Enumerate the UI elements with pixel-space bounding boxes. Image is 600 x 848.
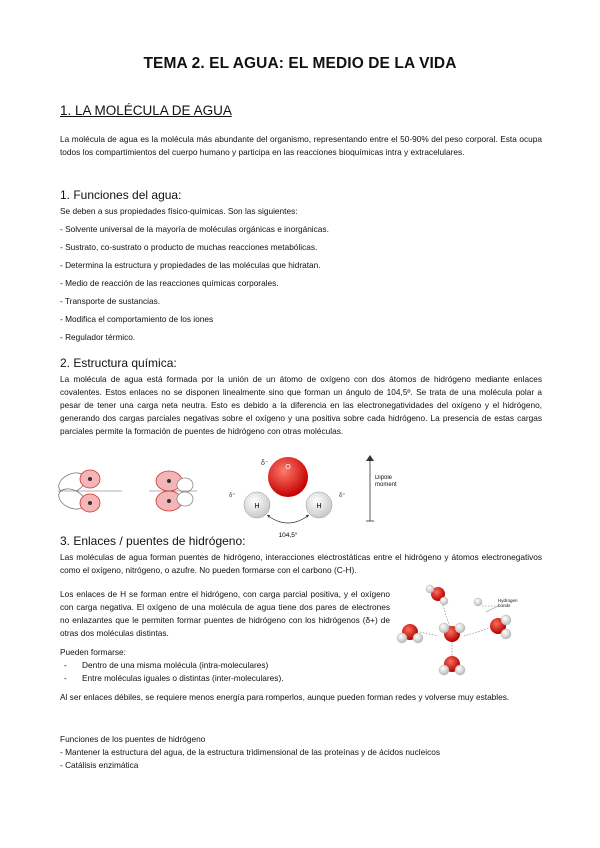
bond-angle-label: 104,5° bbox=[278, 532, 298, 539]
list-item: - Transporte de sustancias. bbox=[60, 296, 161, 306]
sublist-item: Entre moléculas iguales o distintas (inter-moleculares). bbox=[82, 673, 284, 683]
water-molecule-diagram bbox=[215, 445, 415, 545]
hydrogen-bond-network bbox=[390, 580, 530, 680]
funciones-heading: 1. Funciones del agua: bbox=[60, 188, 182, 202]
list-item: - Catálisis enzimática bbox=[60, 760, 139, 770]
estructura-paragraph: La molécula de agua está formada por la unión de un átomo de oxígeno con dos átomos de hidrógeno mediante enlaces covalentes. Estos enlaces no se disponen linealmente sino que forman un ángulo de 104,5º. Se trata de una molécula polar a pesar de tener una carga neta neutra. Esto es debido a la diferencia en las electronegatividades del oxígeno y el hidrógeno, generando dos cargas parciales negativas sobre el oxígeno y una positiva sobre cada hidrógeno. La presencia de estas cargas parciales permite la formación de puentes de hidrógeno con otras moléculas. bbox=[60, 374, 542, 436]
sublist-bullet: - bbox=[64, 673, 67, 683]
intro-paragraph: La molécula de agua es la molécula más abundante del organismo, representando entre el 50-90% del peso corporal. Esta ocupa todos los compartimientos del cuerpo humano y participa en las reacciones bioquímicas intra y extracelulares. bbox=[60, 134, 542, 157]
list-item: - Solvente universal de la mayoría de moléculas orgánicas e inorgánicas. bbox=[60, 224, 329, 234]
list-item: - Mantener la estructura del agua, de la estructura tridimensional de las proteínas y de ácidos nucleicos bbox=[60, 747, 441, 757]
delta-plus-label: δ⁺ bbox=[339, 493, 346, 499]
debiles-paragraph: Al ser enlaces débiles, se requiere menos energía para romperlos, aunque pueden forman redes y volverse muy estables. bbox=[60, 692, 510, 702]
list-item: - Sustrato, co-sustrato o producto de muchas reacciones metabólicas. bbox=[60, 242, 318, 252]
sublist-item: Dentro de una misma molécula (intra-moleculares) bbox=[82, 660, 269, 670]
delta-minus-label: δ⁻ bbox=[261, 460, 269, 467]
delta-plus-label: δ⁺ bbox=[229, 493, 236, 499]
hydrogen-label: H bbox=[254, 503, 260, 510]
dipole-label: Dipole moment bbox=[375, 475, 397, 488]
pueden-label: Pueden formarse: bbox=[60, 647, 126, 657]
funciones-lead: Se deben a sus propiedades físico-químicas. Son las siguientes: bbox=[60, 206, 298, 216]
list-item: - Medio de reacción de las reacciones químicas corporales. bbox=[60, 278, 279, 288]
section-1-heading: 1. LA MOLÉCULA DE AGUA bbox=[60, 103, 232, 118]
sublist-bullet: - bbox=[64, 660, 67, 670]
enlaces-h-paragraph: Los enlaces de H se forman entre el hidrógeno, con carga parcial positiva, y el oxígeno con carga negativa. El oxígeno de una molécula de agua tiene dos pares de electrones no enlazantes que le permiten formar puentes de hidrógeno con los hidrógenos (δ+) de otras dos moléculas distintas. bbox=[60, 589, 390, 638]
page-title: TEMA 2. EL AGUA: EL MEDIO DE LA VIDA bbox=[143, 55, 457, 72]
estructura-heading: 2. Estructura química: bbox=[60, 356, 177, 370]
hydrogen-label: H bbox=[316, 503, 322, 510]
oxygen-atom bbox=[268, 457, 308, 497]
hydrogen-bonds-label: Hydrogen bonds bbox=[498, 598, 518, 608]
funciones-puentes-heading: Funciones de los puentes de hidrógeno bbox=[60, 734, 206, 744]
list-item: - Determina la estructura y propiedades de las moléculas que hidratan. bbox=[60, 260, 321, 270]
enlaces-paragraph: Las moléculas de agua forman puentes de hidrógeno, interacciones electrostáticas entre el hidrógeno y átomos electronegativos como el oxígeno, nitrógeno, o azufre. No pueden formarse con el carbono (C-H). bbox=[60, 552, 542, 575]
bond-angle-arc bbox=[267, 515, 309, 523]
list-item: - Regulador térmico. bbox=[60, 332, 136, 342]
oxygen-label: O bbox=[285, 464, 291, 471]
orbital-diagram bbox=[50, 455, 200, 525]
list-item: - Modifica el comportamiento de los iones bbox=[60, 314, 214, 324]
enlaces-heading: 3. Enlaces / puentes de hidrógeno: bbox=[60, 534, 246, 548]
